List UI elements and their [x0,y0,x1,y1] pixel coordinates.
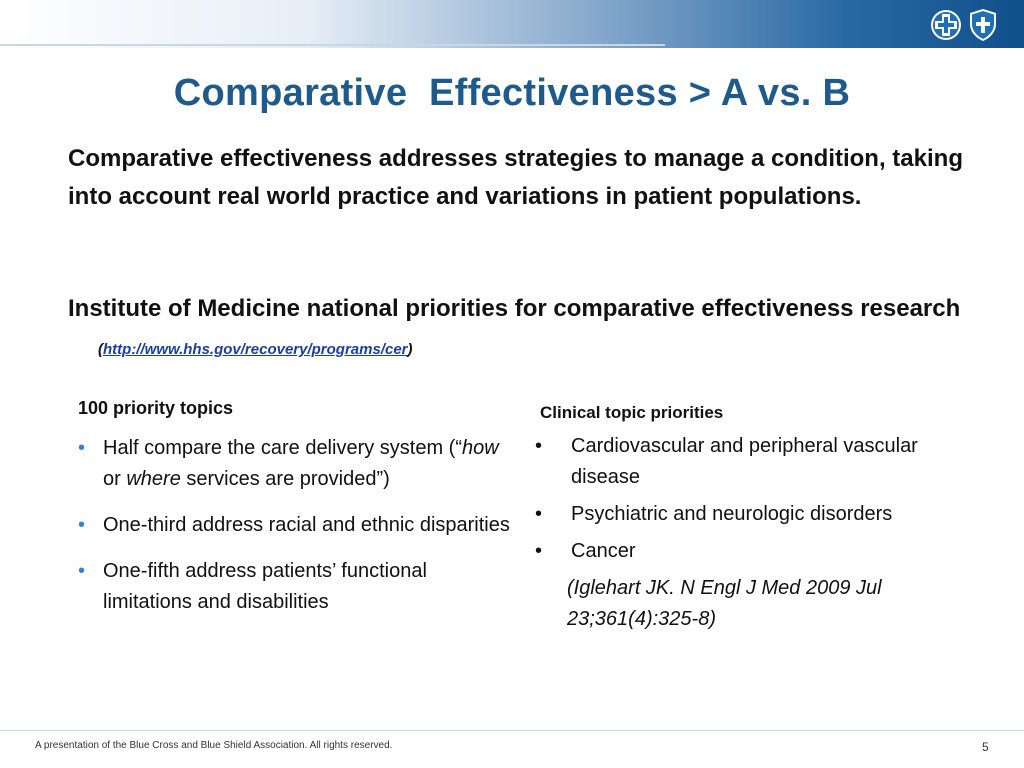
clinical-priorities-heading: Clinical topic priorities [540,403,724,422]
list-item [530,536,960,567]
list-item [78,556,518,618]
header-divider [0,44,665,46]
footer-copyright: A presentation of the Blue Cross and Blue Shield Association. All rights reserved. [35,740,393,751]
priority-topics-heading: 100 priority topics [78,398,234,418]
footer-divider [0,730,1024,731]
list-item-text: services are provided”) [180,468,390,490]
source-link[interactable]: http://www.hhs.gov/recovery/programs/cer [103,341,408,358]
slide-title: Comparative Effectiveness > A vs. B [173,72,851,114]
source-open-paren: ( [98,341,103,358]
bullet-icon: • [78,560,86,582]
priority-topics-list [78,433,518,618]
bullet-icon: • [535,540,543,562]
emphasis-where: where [126,468,181,490]
list-item-text: or [103,468,127,490]
priorities-heading: Institute of Medicine national priorities for comparative effectiveness research [68,295,961,322]
priority-topics-column [78,398,518,633]
list-item-text: Psychiatric and neurologic disorders [571,503,893,525]
list-item-text: Cardiovascular and peripheral vascular disease [571,435,918,488]
source-close-paren: ) [407,341,413,358]
bcbs-logo [930,8,1002,42]
blue-shield-logo-icon [968,8,998,42]
bullet-icon: • [78,437,86,459]
intro-paragraph: Comparative effectiveness addresses strategies to manage a condition, taking into account real world practice and variations in patient populations. [68,145,963,210]
priorities-paragraph [68,290,988,369]
list-item-text: One-fifth address patients’ functional limitations and disabilities [103,560,427,613]
list-item-text: Cancer [571,540,636,562]
citation: (Iglehart JK. N Engl J Med 2009 Jul 23;361(4):325-8) [567,577,882,630]
list-item-text: Half compare the care delivery system (“ [103,437,463,459]
list-item-text: One-third address racial and ethnic disparities [103,514,510,536]
emphasis-how: how [462,437,499,459]
list-item [530,431,960,493]
list-item [78,510,518,541]
bullet-icon: • [535,435,543,457]
clinical-priorities-column [530,403,960,635]
clinical-priorities-list [530,431,960,567]
source-reference [98,341,413,358]
list-item [530,499,960,530]
header-band [0,0,1024,48]
bullet-icon: • [78,514,86,536]
blue-cross-logo-icon [930,9,962,41]
bullet-icon: • [535,503,543,525]
page-number: 5 [982,740,989,754]
list-item [78,433,518,495]
